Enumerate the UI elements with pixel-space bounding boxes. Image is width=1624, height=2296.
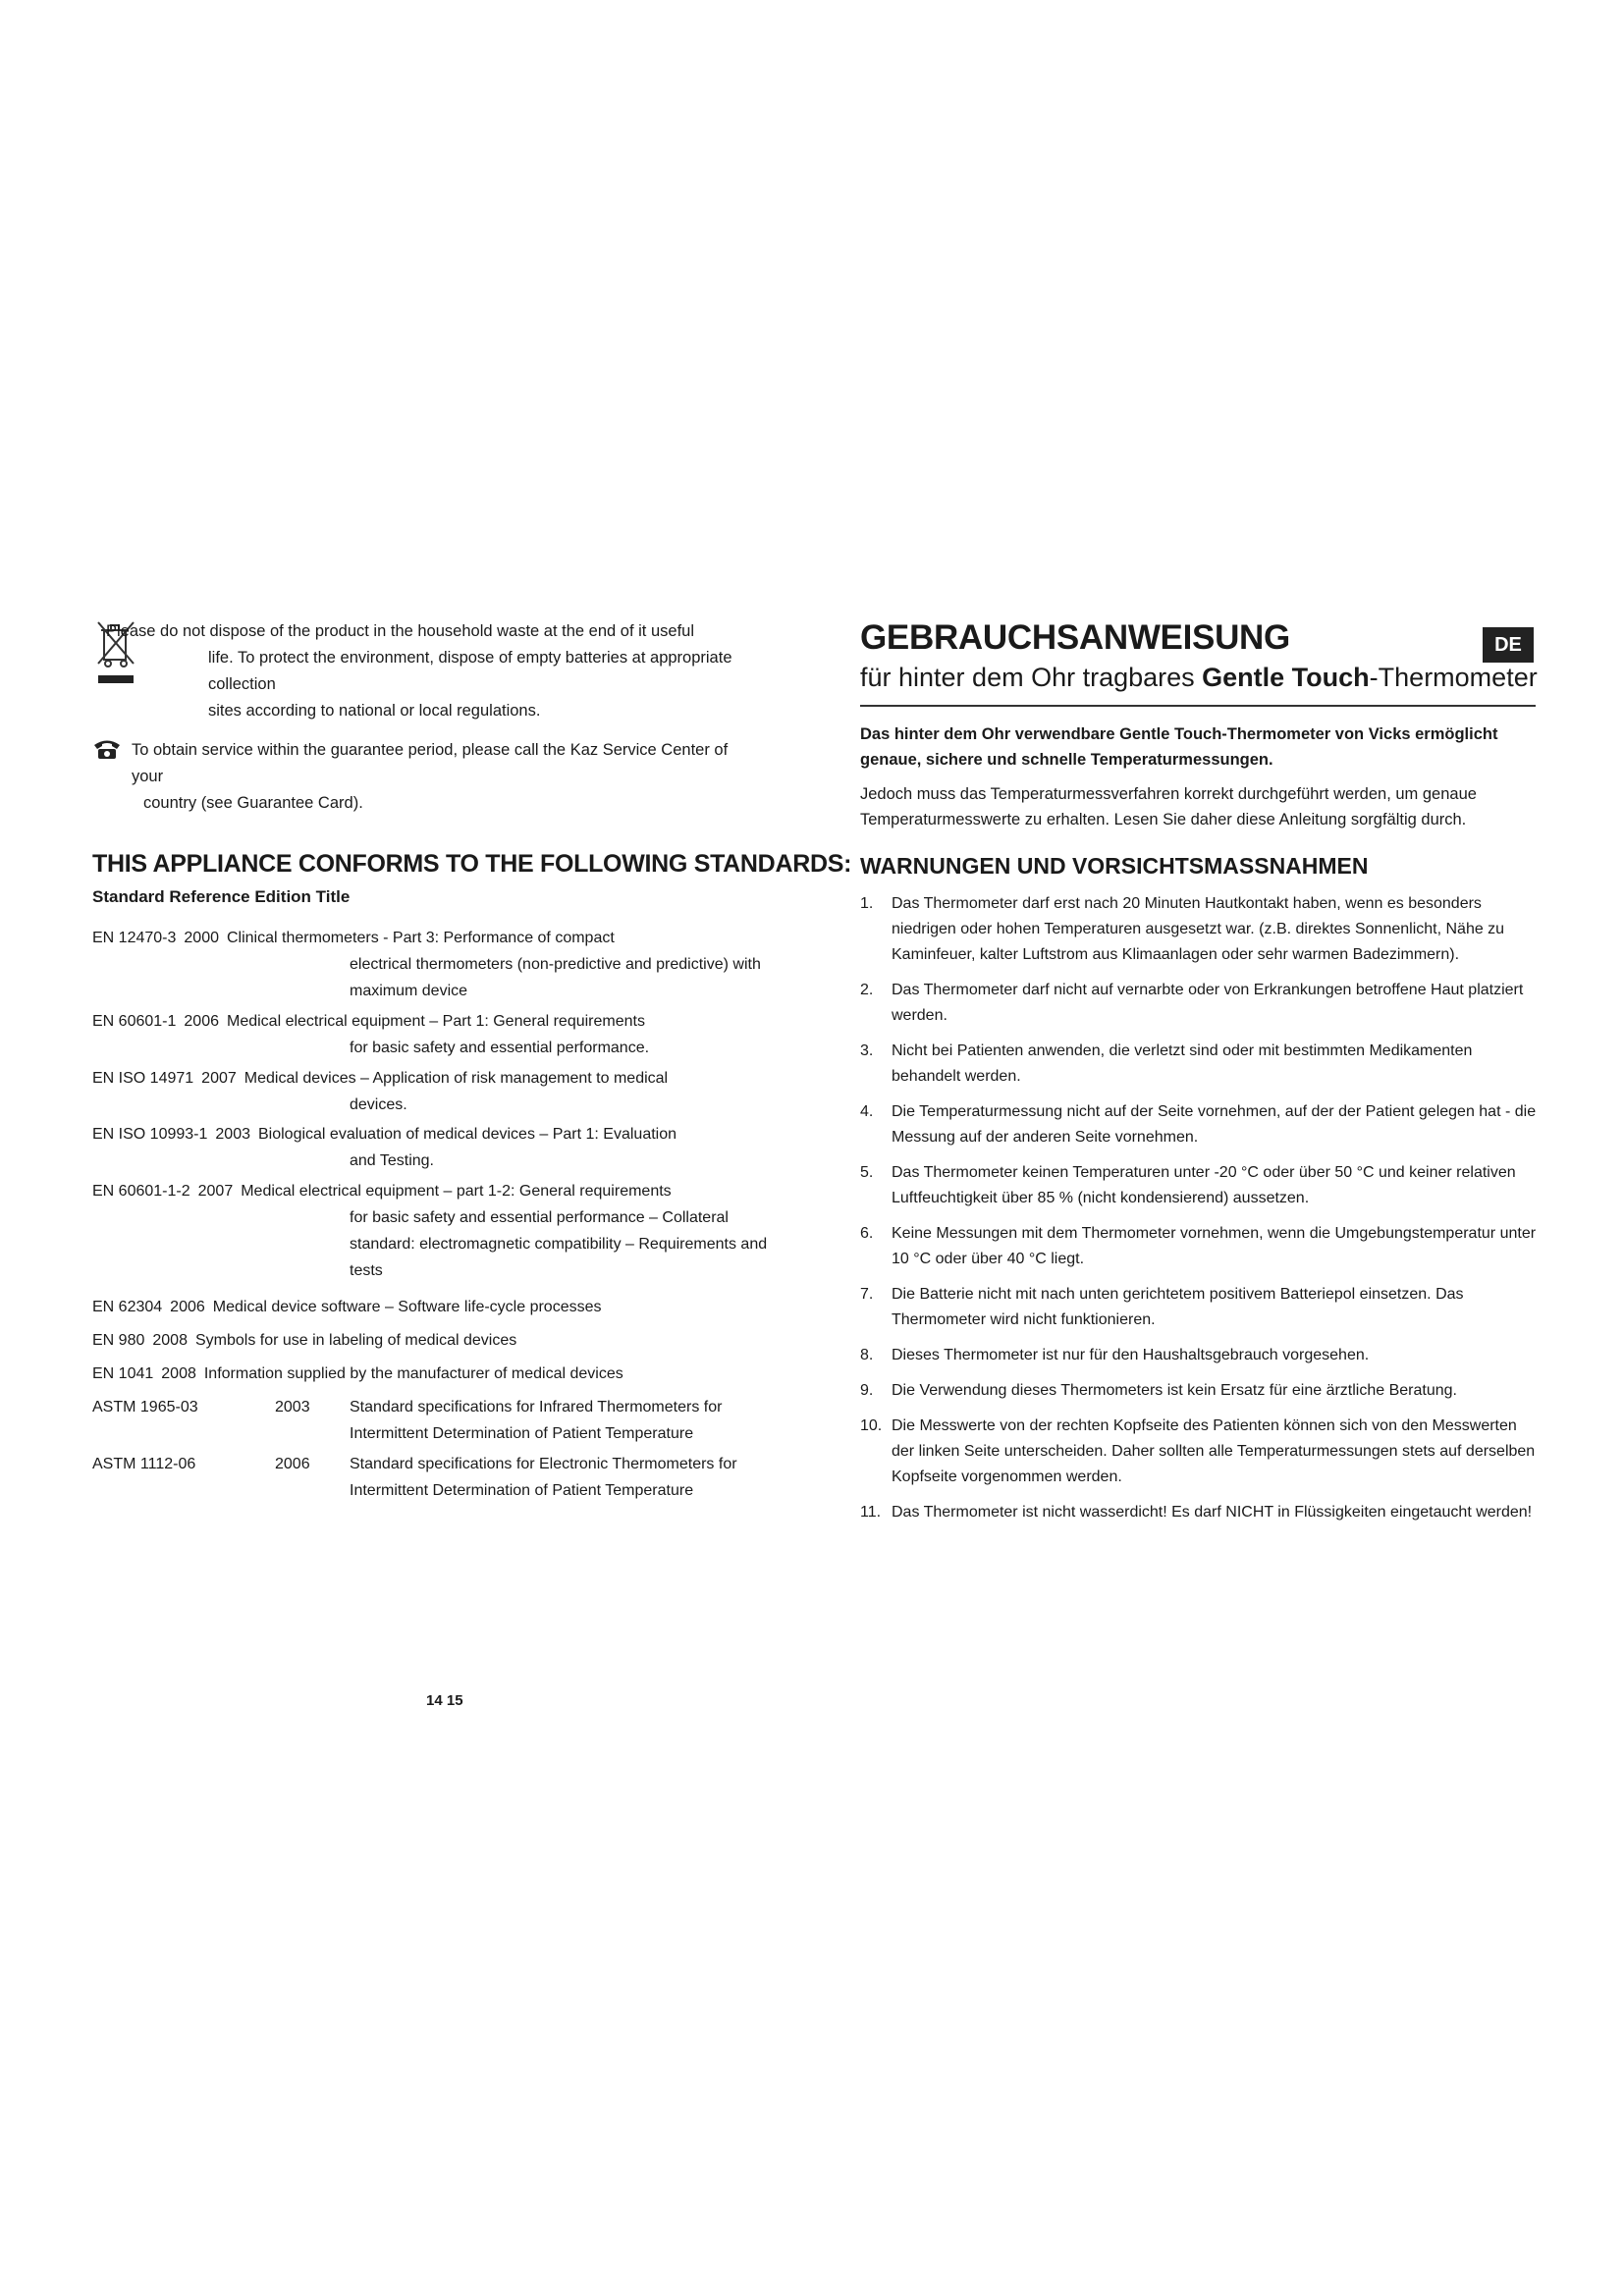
- warning-item: [860, 1039, 1538, 1090]
- warning-number: 2.: [860, 982, 874, 998]
- standard-title: Standard specifications for Infrared Thermometers for: [350, 1399, 723, 1415]
- standard-row: [92, 1361, 780, 1387]
- astm-row: [92, 1451, 780, 1504]
- standard-title-continued: and Testing.: [350, 1152, 434, 1169]
- subtitle-pre: für hinter dem Ohr tragbares: [860, 663, 1203, 692]
- standard-title: Symbols for use in labeling of medical devices: [194, 1332, 517, 1349]
- intro-text: Jedoch muss das Temperaturmessverfahren korrekt durchgeführt werden, um genaue Temperaturmesswerte zu erhalten. Lesen Sie daher diese Anleitung sorgfältig durch.: [860, 785, 1477, 828]
- warning-item: [860, 891, 1538, 968]
- standard-edition: 2007: [197, 1183, 234, 1200]
- standard-row: [92, 1008, 780, 1061]
- warning-number: 5.: [860, 1164, 874, 1181]
- standard-first-line: [92, 1332, 516, 1349]
- standard-edition: 2006: [184, 1013, 219, 1030]
- warning-item: [860, 1160, 1538, 1211]
- standard-row: [92, 1294, 780, 1320]
- standard-row: [92, 1327, 780, 1354]
- standard-title: Biological evaluation of medical devices – Part 1: Evaluation: [258, 1126, 677, 1143]
- standard-title: Medical electrical equipment – part 1-2: General requirements: [241, 1183, 672, 1200]
- standard-title: Clinical thermometers - Part 3: Performance of compact: [226, 930, 615, 946]
- warning-item: [860, 1343, 1538, 1368]
- standard-first-line: [92, 930, 615, 946]
- title-divider: [860, 705, 1536, 707]
- standard-ref: EN 60601-1-2: [92, 1183, 190, 1200]
- warning-number: 7.: [860, 1286, 874, 1303]
- warning-number: 11.: [860, 1504, 882, 1521]
- warning-item: [860, 978, 1538, 1029]
- warning-text: Keine Messungen mit dem Thermometer vornehmen, wenn die Umgebungstemperatur unter 10 °C oder über 40 °C liegt.: [892, 1225, 1537, 1267]
- warning-text: Dieses Thermometer ist nur für den Haushaltsgebrauch vorgesehen.: [892, 1347, 1370, 1363]
- service-line-1: To obtain service within the guarantee period, please call the Kaz Service Center of your: [132, 741, 729, 785]
- warning-number: 10.: [860, 1417, 883, 1434]
- warning-item: [860, 1378, 1538, 1404]
- standard-edition: 2008: [161, 1365, 196, 1382]
- standard-first-line: [92, 1070, 668, 1087]
- standard-ref: EN ISO 10993-1: [92, 1126, 208, 1143]
- standard-title: Medical device software – Software life-cycle processes: [212, 1299, 602, 1315]
- standard-first-line: [92, 1183, 672, 1200]
- standard-row: [92, 1121, 780, 1174]
- standard-first-line: [92, 1299, 601, 1315]
- warning-number: 6.: [860, 1225, 874, 1242]
- standard-ref: ASTM 1112-06: [92, 1456, 196, 1472]
- standard-title: Medical electrical equipment – Part 1: General requirements: [226, 1013, 645, 1030]
- warning-text: Nicht bei Patienten anwenden, die verletzt sind oder mit bestimmten Medikamenten behandelt werden.: [892, 1042, 1473, 1085]
- standard-title-continued: for basic safety and essential performance.: [350, 1040, 650, 1056]
- intro-bold: Das hinter dem Ohr verwendbare Gentle Touch-Thermometer von Vicks ermöglicht genaue, sichere und schnelle Temperaturmessungen.: [860, 725, 1498, 769]
- standard-title-continued: for basic safety and essential performance – Collateral: [350, 1209, 729, 1226]
- standard-title: Medical devices – Application of risk management to medical: [244, 1070, 669, 1087]
- standard-first-line: [92, 1365, 623, 1382]
- standard-row: [92, 1178, 780, 1284]
- page-title: GEBRAUCHSANWEISUNG: [860, 618, 1290, 657]
- warning-item: [860, 1221, 1538, 1272]
- standard-ref: EN 980: [92, 1332, 145, 1349]
- standard-title-continued: tests: [350, 1262, 383, 1279]
- warning-number: 3.: [860, 1042, 874, 1059]
- service-notice: [132, 737, 760, 817]
- warning-text: Die Batterie nicht mit nach unten gerichtetem positivem Batteriepol einsetzen. Das Thermometer wird nicht funktionieren.: [892, 1286, 1464, 1328]
- standard-edition: 2006: [275, 1456, 310, 1472]
- warning-text: Das Thermometer darf erst nach 20 Minuten Hautkontakt haben, wenn es besonders niedrigen oder hohen Temperaturen ausgesetzt war. (z.B. direktes Sonnenlicht, Nähe zu Kaminfeuer, kalter Luftstrom aus Klimaanlagen oder sehr warmen Badezimmern).: [892, 895, 1505, 963]
- standard-title-continued: Intermittent Determination of Patient Temperature: [350, 1482, 694, 1499]
- page-numbers: 14 15: [426, 1692, 463, 1709]
- warnings-heading: WARNUNGEN UND VORSICHTSMASSNAHMEN: [860, 853, 1369, 879]
- warning-item: [860, 1099, 1538, 1150]
- language-badge: DE: [1483, 627, 1534, 663]
- warning-number: 1.: [860, 895, 874, 912]
- disposal-notice: [106, 618, 793, 724]
- standard-title-continued: electrical thermometers (non-predictive and predictive) with: [350, 956, 761, 973]
- service-line-2: country (see Guarantee Card).: [143, 794, 363, 812]
- phone-icon: [92, 738, 122, 760]
- standard-title: Standard specifications for Electronic Thermometers for: [350, 1456, 737, 1472]
- standard-edition: 2003: [275, 1399, 310, 1415]
- warning-item: [860, 1282, 1538, 1333]
- standard-ref: EN 60601-1: [92, 1013, 177, 1030]
- warning-text: Das Thermometer ist nicht wasserdicht! Es darf NICHT in Flüssigkeiten eingetaucht werden!: [892, 1504, 1533, 1521]
- standard-title-continued: devices.: [350, 1096, 407, 1113]
- subtitle-post: -Thermometer: [1369, 663, 1538, 692]
- standards-subheading: Standard Reference Edition Title: [92, 887, 351, 906]
- standard-title-continued: Intermittent Determination of Patient Temperature: [350, 1425, 694, 1442]
- warning-text: Die Temperaturmessung nicht auf der Seite vornehmen, auf der der Patient gelegen hat - die Messung auf der anderen Seite vornehmen.: [892, 1103, 1537, 1146]
- standard-edition: 2000: [184, 930, 219, 946]
- standard-title-continued: standard: electromagnetic compatibility – Requirements and: [350, 1236, 768, 1253]
- standard-title: Information supplied by the manufacturer of medical devices: [203, 1365, 623, 1382]
- standard-row: [92, 1065, 780, 1118]
- standard-ref: EN 62304: [92, 1299, 163, 1315]
- warning-number: 4.: [860, 1103, 874, 1120]
- warning-item: [860, 1500, 1538, 1525]
- astm-row: [92, 1394, 780, 1447]
- standard-edition: 2007: [201, 1070, 237, 1087]
- standards-heading: THIS APPLIANCE CONFORMS TO THE FOLLOWING STANDARDS:: [92, 850, 852, 878]
- standard-edition: 2006: [170, 1299, 205, 1315]
- disposal-line-1: Please do not dispose of the product in the household waste at the end of it useful: [106, 622, 694, 640]
- warning-text: Die Verwendung dieses Thermometers ist kein Ersatz für eine ärztliche Beratung.: [892, 1382, 1457, 1399]
- standard-title-continued: maximum device: [350, 983, 468, 999]
- standard-row: [92, 925, 780, 1004]
- warning-number: 9.: [860, 1382, 874, 1399]
- standard-ref: EN 1041: [92, 1365, 154, 1382]
- standard-ref: EN 12470-3: [92, 930, 177, 946]
- warning-number: 8.: [860, 1347, 874, 1363]
- warning-text: Das Thermometer keinen Temperaturen unter -20 °C oder über 50 °C und keiner relativen Luftfeuchtigkeit über 85 % (nicht kondensierend) aussetzen.: [892, 1164, 1516, 1206]
- standard-edition: 2008: [152, 1332, 188, 1349]
- warning-text: Das Thermometer darf nicht auf vernarbte oder von Erkrankungen betroffene Haut platziert werden.: [892, 982, 1524, 1024]
- disposal-line-3: sites according to national or local regulations.: [208, 702, 541, 720]
- standard-ref: ASTM 1965-03: [92, 1399, 198, 1415]
- page-subtitle: [860, 663, 1538, 693]
- warning-text: Die Messwerte von der rechten Kopfseite des Patienten können sich von den Messwerten der linken Seite unterscheiden. Daher sollten alle Temperaturmessungen stets auf derselben Kopfseite vorgenommen werden.: [892, 1417, 1536, 1485]
- standard-first-line: [92, 1013, 645, 1030]
- standard-ref: EN ISO 14971: [92, 1070, 194, 1087]
- subtitle-bold: Gentle Touch: [1202, 663, 1370, 692]
- warnings-list: [860, 891, 1538, 1535]
- warning-item: [860, 1414, 1538, 1490]
- standard-edition: 2003: [215, 1126, 250, 1143]
- standard-first-line: [92, 1126, 677, 1143]
- disposal-line-2: life. To protect the environment, dispose of empty batteries at appropriate collection: [208, 649, 732, 693]
